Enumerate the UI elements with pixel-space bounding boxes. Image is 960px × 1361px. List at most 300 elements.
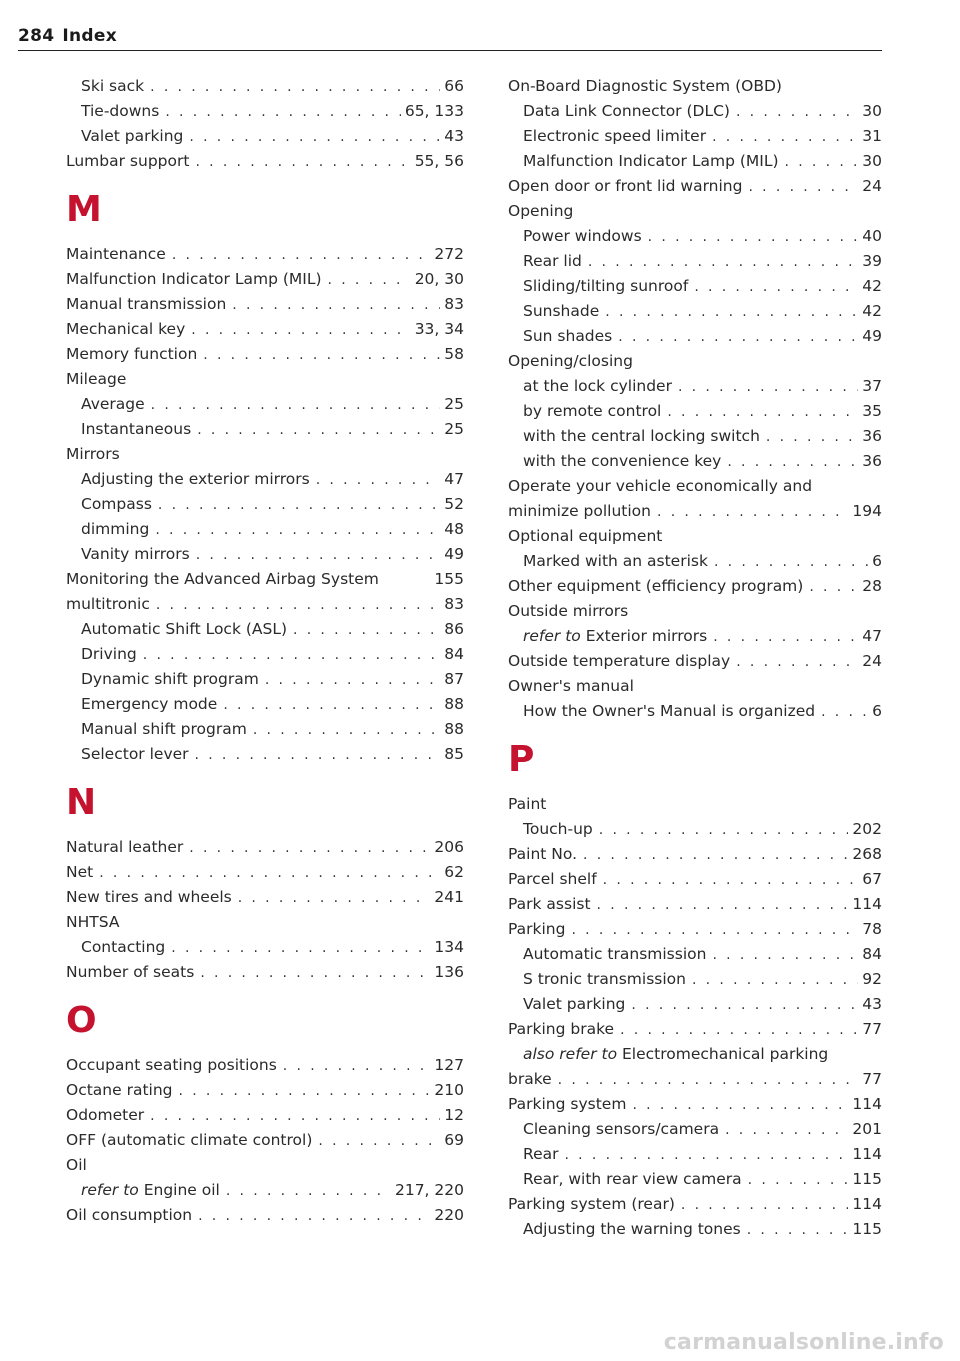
entry-term xyxy=(81,692,217,717)
page-reference: 20, 30 xyxy=(414,270,464,288)
page-reference: 115 xyxy=(852,1220,882,1238)
page-reference: 36 xyxy=(862,452,882,470)
page-reference: 136 xyxy=(434,963,464,981)
index-subentry xyxy=(66,492,464,517)
entry-text: Manual transmission xyxy=(66,295,227,313)
page-reference: 206 xyxy=(434,838,464,856)
entry-text: with the central locking switch xyxy=(523,427,760,445)
entry-term xyxy=(66,1203,192,1228)
entry-term xyxy=(523,224,642,249)
index-subentry xyxy=(508,1042,882,1067)
entry-term xyxy=(81,124,183,149)
index-entry xyxy=(66,242,464,267)
page-reference: 92 xyxy=(862,970,882,988)
dot-leader xyxy=(714,550,868,575)
entry-text: Average xyxy=(81,395,145,413)
page-reference: 78 xyxy=(862,920,882,938)
page-reference: 28 xyxy=(862,577,882,595)
entry-term xyxy=(508,474,812,499)
entry-term xyxy=(81,467,310,492)
entry-text: Electronic speed limiter xyxy=(523,127,707,145)
dot-leader xyxy=(191,318,410,343)
entry-term xyxy=(523,99,730,124)
entry-term xyxy=(523,1117,719,1142)
entry-text: Sunshade xyxy=(523,302,600,320)
entry-term xyxy=(508,1017,614,1042)
entry-text: Power windows xyxy=(523,227,642,245)
entry-term xyxy=(508,524,662,549)
dot-leader xyxy=(681,1193,849,1218)
dot-leader xyxy=(618,325,858,350)
dot-leader xyxy=(99,861,440,886)
entry-text: Number of seats xyxy=(66,963,195,981)
dot-leader xyxy=(203,343,440,368)
dot-leader xyxy=(195,743,441,768)
entry-text: Mileage xyxy=(66,370,127,388)
entry-term xyxy=(508,199,573,224)
index-subentry xyxy=(508,224,882,249)
index-subentry xyxy=(508,699,882,724)
entry-term xyxy=(523,1142,558,1167)
index-entry xyxy=(508,74,882,99)
page-reference: 202 xyxy=(852,820,882,838)
index-subentry xyxy=(66,124,464,149)
index-subentry xyxy=(66,935,464,960)
page-reference: 55, 56 xyxy=(414,152,464,170)
dot-leader xyxy=(597,893,849,918)
entry-text: Rear xyxy=(523,1145,559,1163)
index-entry xyxy=(66,367,464,392)
index-subentry xyxy=(508,399,882,424)
index-entry xyxy=(66,1078,464,1103)
entry-text: Sun shades xyxy=(523,327,613,345)
dot-leader xyxy=(293,618,440,643)
entry-term xyxy=(523,967,686,992)
entry-text: Natural leather xyxy=(66,838,184,856)
page-reference: 69 xyxy=(444,1131,464,1149)
entry-term xyxy=(66,835,183,860)
entry-text: Exterior mirrors xyxy=(585,627,708,645)
dot-leader xyxy=(155,518,440,543)
page-reference: 114 xyxy=(852,895,882,913)
entry-text: Mechanical key xyxy=(66,320,186,338)
entry-text: multitronic xyxy=(66,595,150,613)
entry-term xyxy=(81,717,247,742)
index-entry xyxy=(508,1092,882,1117)
entry-term xyxy=(523,1167,742,1192)
entry-term xyxy=(81,935,165,960)
dot-leader xyxy=(713,625,858,650)
entry-text: NHTSA xyxy=(66,913,120,931)
entry-text: Paint No. xyxy=(508,845,578,863)
page-header xyxy=(18,26,882,51)
entry-term xyxy=(508,649,730,674)
index-entry xyxy=(66,592,464,617)
dot-leader xyxy=(158,493,440,518)
dot-leader xyxy=(648,225,859,250)
dot-leader xyxy=(736,650,858,675)
index-subentry xyxy=(508,992,882,1017)
entry-term xyxy=(523,399,661,424)
page-reference: 58 xyxy=(444,345,464,363)
entry-text: Memory function xyxy=(66,345,198,363)
index-entry xyxy=(508,674,882,699)
entry-term xyxy=(523,1042,828,1067)
entry-text: at the lock cylinder xyxy=(523,377,672,395)
page-reference: 134 xyxy=(434,938,464,956)
index-subentry xyxy=(66,692,464,717)
dot-leader xyxy=(316,468,441,493)
index-column-left xyxy=(66,74,464,1228)
entry-text: Open door or front lid warning xyxy=(508,177,743,195)
page-reference: 35 xyxy=(862,402,882,420)
entry-term xyxy=(81,617,287,642)
entry-text: Paint xyxy=(508,795,547,813)
dot-leader xyxy=(748,175,858,200)
entry-term xyxy=(523,699,815,724)
entry-term xyxy=(81,642,137,667)
dot-leader xyxy=(583,843,848,868)
dot-leader xyxy=(195,150,410,175)
entry-term xyxy=(523,324,612,349)
entry-text: Manual shift program xyxy=(81,720,247,738)
index-subentry xyxy=(508,449,882,474)
page-reference: 37 xyxy=(862,377,882,395)
entry-text: Adjusting the exterior mirrors xyxy=(81,470,310,488)
index-column-right xyxy=(508,74,882,1242)
page-reference: 114 xyxy=(852,1145,882,1163)
dot-leader xyxy=(200,961,430,986)
dot-leader xyxy=(328,268,411,293)
index-entry xyxy=(66,149,464,174)
entry-text: Malfunction Indicator Lamp (MIL) xyxy=(523,152,779,170)
page-reference: 48 xyxy=(444,520,464,538)
entry-term xyxy=(508,842,577,867)
page-reference: 33, 34 xyxy=(414,320,464,338)
page-reference: 65, 133 xyxy=(404,102,464,120)
entry-text: Tie-downs xyxy=(81,102,160,120)
index-entry xyxy=(508,842,882,867)
page-reference: 39 xyxy=(862,252,882,270)
dot-leader xyxy=(189,125,440,150)
entry-text: Parking system (rear) xyxy=(508,1195,675,1213)
entry-term xyxy=(81,517,149,542)
entry-term xyxy=(523,124,706,149)
dot-leader xyxy=(189,836,430,861)
dot-leader xyxy=(156,593,440,618)
entry-term xyxy=(523,549,708,574)
dot-leader xyxy=(558,1068,859,1093)
entry-term xyxy=(508,599,628,624)
dot-leader xyxy=(143,643,441,668)
index-entry xyxy=(66,1053,464,1078)
entry-text: Outside temperature display xyxy=(508,652,731,670)
entry-term xyxy=(66,567,379,592)
entry-text: dimming xyxy=(81,520,150,538)
dot-leader xyxy=(197,418,440,443)
page-reference: 43 xyxy=(862,995,882,1013)
index-subentry xyxy=(508,549,882,574)
index-entry xyxy=(66,267,464,292)
dot-leader xyxy=(747,1218,849,1243)
entry-term xyxy=(81,392,145,417)
index-subentry xyxy=(508,424,882,449)
entry-text: Operate your vehicle economically and xyxy=(508,477,813,495)
page-reference: 31 xyxy=(862,127,882,145)
index-subentry xyxy=(508,149,882,174)
entry-term xyxy=(66,1053,277,1078)
index-entry xyxy=(508,649,882,674)
index-entry xyxy=(66,910,464,935)
entry-text: Opening/closing xyxy=(508,352,633,370)
index-subentry xyxy=(508,99,882,124)
page-reference: 24 xyxy=(862,177,882,195)
page-reference: 6 xyxy=(872,702,882,720)
index-entry xyxy=(508,174,882,199)
page-reference: 194 xyxy=(852,502,882,520)
entry-text: Valet parking xyxy=(523,995,626,1013)
entry-term xyxy=(66,292,226,317)
entry-term xyxy=(66,1078,173,1103)
entry-term xyxy=(508,917,565,942)
entry-text: Park assist xyxy=(508,895,591,913)
page-reference: 36 xyxy=(862,427,882,445)
index-entry xyxy=(508,867,882,892)
page-reference: 85 xyxy=(444,745,464,763)
entry-text: brake xyxy=(508,1070,552,1088)
entry-text: Mirrors xyxy=(66,445,120,463)
index-subentry xyxy=(66,617,464,642)
entry-term xyxy=(81,1178,220,1203)
index-subentry xyxy=(508,1117,882,1142)
entry-text: Malfunction Indicator Lamp (MIL) xyxy=(66,270,322,288)
dot-leader xyxy=(821,700,868,725)
page-reference: 84 xyxy=(444,645,464,663)
entry-term xyxy=(523,942,706,967)
page-reference: 12 xyxy=(444,1106,464,1124)
entry-text: Occupant seating positions xyxy=(66,1056,277,1074)
dot-leader xyxy=(571,918,858,943)
entry-term xyxy=(66,860,93,885)
page-reference: 88 xyxy=(444,720,464,738)
entry-term xyxy=(81,417,191,442)
cross-reference-label: refer to xyxy=(81,1181,139,1199)
entry-text: Net xyxy=(66,863,94,881)
page-reference: 241 xyxy=(434,888,464,906)
index-entry xyxy=(508,524,882,549)
page-reference: 127 xyxy=(434,1056,464,1074)
entry-text: Emergency mode xyxy=(81,695,218,713)
page-reference: 47 xyxy=(444,470,464,488)
dot-leader xyxy=(632,1093,848,1118)
entry-text: OFF (automatic climate control) xyxy=(66,1131,313,1149)
page-reference: 25 xyxy=(444,395,464,413)
index-subentry xyxy=(66,742,464,767)
entry-text: Vanity mirrors xyxy=(81,545,190,563)
dot-leader xyxy=(599,818,849,843)
entry-text: Octane rating xyxy=(66,1081,173,1099)
index-entry xyxy=(508,917,882,942)
entry-term xyxy=(508,349,633,374)
index-entry xyxy=(66,1153,464,1178)
entry-term xyxy=(66,317,185,342)
entry-term xyxy=(66,592,150,617)
page-reference: 40 xyxy=(862,227,882,245)
entry-term xyxy=(508,674,634,699)
index-subentry xyxy=(508,1142,882,1167)
dot-leader xyxy=(725,1118,848,1143)
dot-leader xyxy=(605,300,858,325)
entry-term xyxy=(508,1067,552,1092)
index-entry xyxy=(66,885,464,910)
dot-leader xyxy=(253,718,440,743)
entry-term xyxy=(81,74,144,99)
entry-term xyxy=(66,885,232,910)
index-subentry xyxy=(66,517,464,542)
index-subentry xyxy=(66,417,464,442)
entry-text: minimize pollution xyxy=(508,502,651,520)
dot-leader xyxy=(265,668,440,693)
dot-leader xyxy=(657,500,848,525)
dot-leader xyxy=(692,968,858,993)
index-entry xyxy=(66,860,464,885)
page-reference: 6 xyxy=(872,552,882,570)
page-reference: 83 xyxy=(444,295,464,313)
page-reference: 77 xyxy=(862,1070,882,1088)
entry-term xyxy=(66,342,197,367)
entry-term xyxy=(523,274,688,299)
index-subentry xyxy=(508,1217,882,1242)
page-reference: 49 xyxy=(444,545,464,563)
section-letter: N xyxy=(66,782,97,823)
entry-text: Maintenance xyxy=(66,245,166,263)
entry-text: Data Link Connector (DLC) xyxy=(523,102,730,120)
index-entry xyxy=(66,442,464,467)
page-reference: 42 xyxy=(862,277,882,295)
entry-text: Rear, with rear view camera xyxy=(523,1170,742,1188)
dot-leader xyxy=(238,886,431,911)
dot-leader xyxy=(631,993,858,1018)
entry-text: Engine oil xyxy=(143,1181,220,1199)
entry-text: Electromechanical parking xyxy=(622,1045,829,1063)
entry-text: Owner's manual xyxy=(508,677,634,695)
entry-text: Contacting xyxy=(81,938,166,956)
index-entry xyxy=(508,349,882,374)
index-subentry xyxy=(66,642,464,667)
dot-leader xyxy=(564,1143,848,1168)
entry-term xyxy=(66,1153,87,1178)
entry-term xyxy=(66,267,322,292)
entry-text: Outside mirrors xyxy=(508,602,629,620)
index-entry xyxy=(508,574,882,599)
entry-term xyxy=(523,449,721,474)
index-entry xyxy=(508,792,882,817)
entry-term xyxy=(66,1103,144,1128)
entry-text: Oil consumption xyxy=(66,1206,193,1224)
index-subentry xyxy=(66,392,464,417)
entry-text: Parking xyxy=(508,920,566,938)
index-entry xyxy=(508,892,882,917)
index-subentry xyxy=(508,124,882,149)
dot-leader xyxy=(171,936,430,961)
entry-term xyxy=(508,892,591,917)
dot-leader xyxy=(620,1018,858,1043)
index-entry xyxy=(66,960,464,985)
entry-text: Adjusting the warning tones xyxy=(523,1220,741,1238)
page-reference: 62 xyxy=(444,863,464,881)
section-letter: P xyxy=(508,739,535,780)
entry-term xyxy=(508,174,742,199)
page-reference: 47 xyxy=(862,627,882,645)
entry-text: Lumbar support xyxy=(66,152,190,170)
dot-leader xyxy=(712,943,858,968)
entry-text: Rear lid xyxy=(523,252,582,270)
entry-text: S tronic transmission xyxy=(523,970,686,988)
entry-text: Selector lever xyxy=(81,745,189,763)
dot-leader xyxy=(318,1129,440,1154)
entry-term xyxy=(523,817,593,842)
index-entry xyxy=(66,317,464,342)
page-number: 284 xyxy=(18,26,55,46)
entry-text: Oil xyxy=(66,1156,87,1174)
page-reference: 114 xyxy=(852,1195,882,1213)
index-subentry xyxy=(508,374,882,399)
entry-text: Sliding/tilting sunroof xyxy=(523,277,689,295)
page-reference: 220 xyxy=(434,1206,464,1224)
index-entry xyxy=(66,1103,464,1128)
index-subentry xyxy=(66,467,464,492)
index-entry xyxy=(508,599,882,624)
entry-text: Opening xyxy=(508,202,574,220)
index-entry xyxy=(66,567,464,592)
dot-leader xyxy=(809,575,858,600)
entry-term xyxy=(66,242,166,267)
entry-term xyxy=(523,149,779,174)
dot-leader xyxy=(766,425,858,450)
entry-term xyxy=(508,499,651,524)
page-reference: 30 xyxy=(862,152,882,170)
entry-term xyxy=(523,992,625,1017)
cross-reference-label: also refer to xyxy=(523,1045,618,1063)
index-entry xyxy=(66,292,464,317)
index-subentry xyxy=(508,817,882,842)
entry-term xyxy=(508,867,597,892)
page-reference: 84 xyxy=(862,945,882,963)
entry-text: Instantaneous xyxy=(81,420,192,438)
section-letter: M xyxy=(66,189,102,230)
dot-leader xyxy=(179,1079,431,1104)
entry-text: Parcel shelf xyxy=(508,870,597,888)
entry-term xyxy=(523,624,707,649)
entry-text: Optional equipment xyxy=(508,527,663,545)
entry-text: Odometer xyxy=(66,1106,145,1124)
dot-leader xyxy=(151,393,441,418)
entry-text: Automatic transmission xyxy=(523,945,707,963)
index-subentry xyxy=(508,942,882,967)
entry-text: Parking brake xyxy=(508,1020,615,1038)
cross-reference-label: refer to xyxy=(523,627,581,645)
dot-leader xyxy=(603,868,859,893)
entry-term xyxy=(66,367,126,392)
dot-leader xyxy=(223,693,440,718)
dot-leader xyxy=(172,243,431,268)
entry-text: Valet parking xyxy=(81,127,184,145)
entry-term xyxy=(523,374,672,399)
page-reference: 49 xyxy=(862,327,882,345)
dot-leader xyxy=(588,250,858,275)
entry-text: Monitoring the Advanced Airbag System xyxy=(66,570,379,588)
entry-text: Driving xyxy=(81,645,137,663)
